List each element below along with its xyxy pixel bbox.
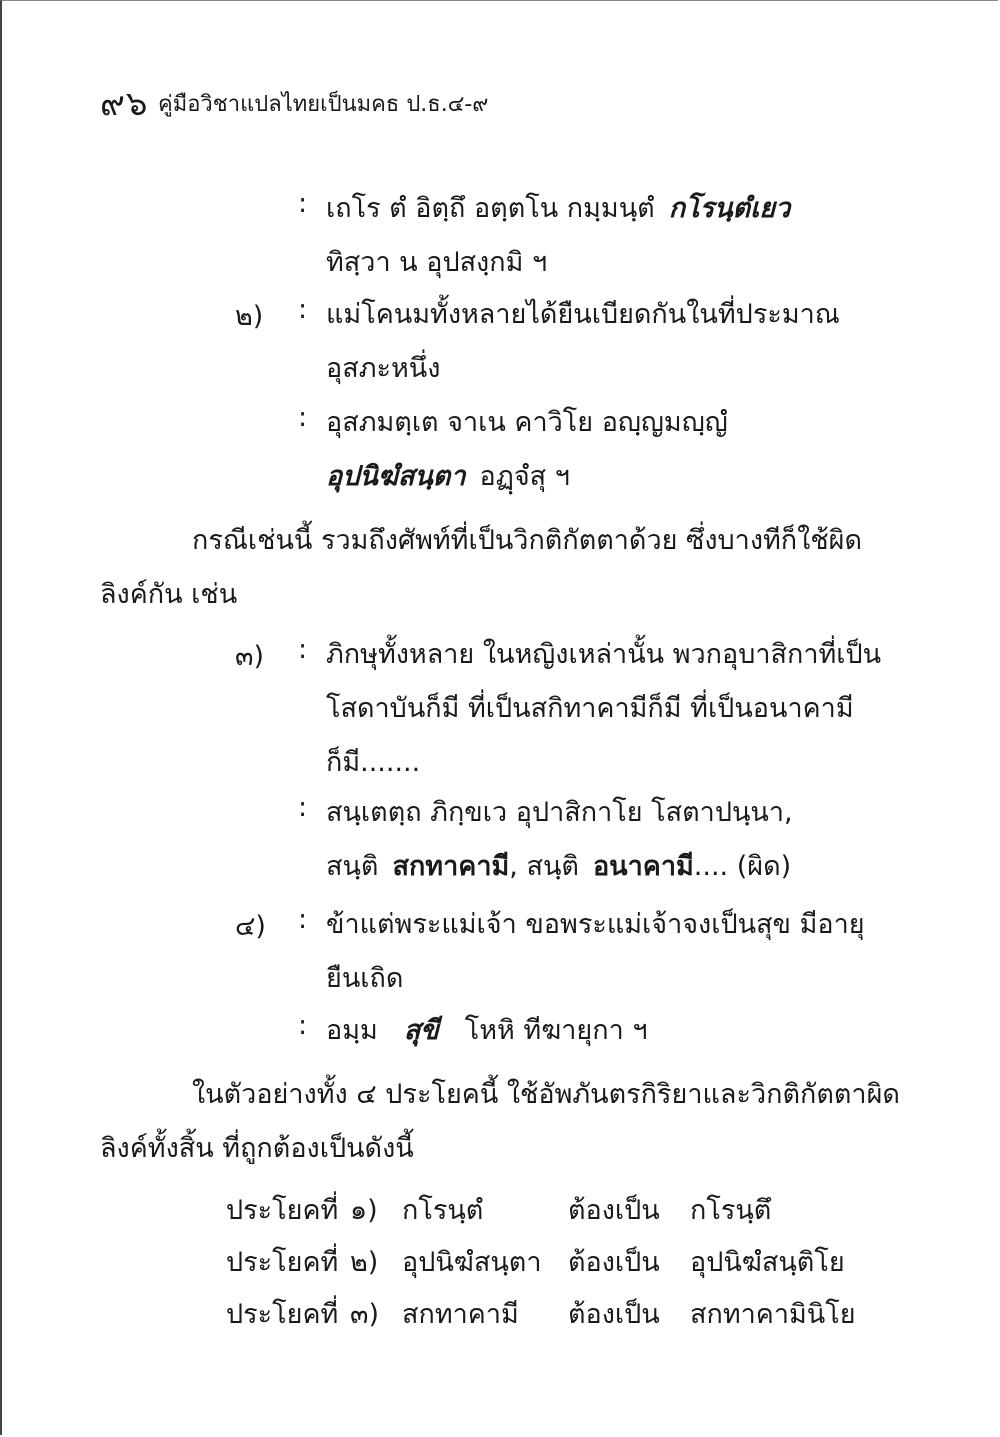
ex2-pali-line1: อุสภมตฺเต จาเน คาวิโย อญฺญมญฺญํ	[326, 407, 728, 438]
correction-right: กโรนฺตึ	[690, 1195, 772, 1226]
para2-line2: ลิงค์ทั้งสิ้น ที่ถูกต้องเป็นดังนี้	[100, 1133, 414, 1164]
ex3-pali-text: , สนฺติ	[509, 851, 579, 882]
ex3-pali-highlight: สกทาคามี	[392, 851, 510, 882]
ex2-pali-text: อฏฺจํสุ ฯ	[479, 461, 570, 492]
ex2-number: ๒)	[235, 301, 264, 332]
colon: :	[298, 1010, 308, 1041]
book-title: คู่มือวิชาแปลไทยเป็นมคธ ป.ธ.๔-๙	[158, 92, 489, 117]
ex4-thai-line2: ยืนเถิด	[326, 963, 404, 994]
ex3-thai-line3: ก็มี.......	[326, 747, 421, 778]
correction-number: ๑)	[350, 1195, 378, 1226]
ex4-pali-highlight: สุขี	[403, 1015, 439, 1046]
ex3-pali-highlight: อนาคามี	[592, 851, 694, 882]
ex2-pali-line2	[326, 454, 570, 497]
ex3-pali-line2	[326, 844, 791, 887]
correction-arrow: ต้องเป็น	[568, 1299, 660, 1330]
ex1-pali-line1	[326, 186, 790, 229]
ex3-thai-line1: ภิกษุทั้งหลาย ในหญิงเหล่านั้น พวกอุบาสิกาที่เป็น	[326, 639, 882, 670]
ex2-pali-highlight: อุปนิฆํสนฺตา	[326, 461, 466, 492]
ex1-pali-line2: ทิสฺวา น อุปสงฺกมิ ฯ	[326, 247, 548, 278]
ex3-number: ๓)	[235, 641, 264, 672]
correction-number: ๓)	[350, 1299, 379, 1330]
ex1-pali-text: เถโร ตํ อิตฺถึ อตฺตโน กมฺมนฺตํ	[326, 193, 655, 224]
ex2-thai-line2: อุสภะหนึ่ง	[326, 353, 441, 384]
para1-line2: ลิงค์กัน เช่น	[100, 579, 238, 610]
correction-label: ประโยคที่	[226, 1247, 339, 1278]
colon: :	[298, 188, 308, 219]
para2-line1: ในตัวอย่างทั้ง ๔ ประโยคนี้ ใช้อัพภันตรกิริยาและวิกติกัตตาผิด	[192, 1079, 900, 1110]
correction-wrong: อุปนิฆํสนฺตา	[402, 1247, 542, 1278]
colon: :	[298, 634, 308, 665]
ex4-thai-line1: ข้าแต่พระแม่เจ้า ขอพระแม่เจ้าจงเป็นสุข มีอายุ	[326, 909, 865, 940]
page-number: ๙๖	[100, 84, 149, 124]
colon: :	[298, 294, 308, 325]
ex2-thai-line1: แม่โคนมทั้งหลายได้ยืนเบียดกันในที่ประมาณ	[326, 299, 840, 330]
ex4-pali-text: โหหิ ทีฆายุกา ฯ	[464, 1015, 648, 1046]
correction-label: ประโยคที่	[226, 1299, 339, 1330]
correction-wrong: กโรนฺตํ	[402, 1195, 484, 1226]
para1-line1: กรณีเช่นนี้ รวมถึงศัพท์ที่เป็นวิกติกัตตาด้วย ซึ่งบางทีก็ใช้ผิด	[192, 525, 863, 556]
ex4-pali-line	[326, 1008, 648, 1051]
ex4-number: ๔)	[235, 911, 266, 942]
correction-arrow: ต้องเป็น	[568, 1247, 660, 1278]
colon: :	[298, 792, 308, 823]
colon: :	[298, 402, 308, 433]
correction-right: สกทาคามินิโย	[690, 1299, 856, 1330]
ex3-pali-line1: สนฺเตตฺถ ภิกฺขเว อุปาสิกาโย โสตาปนฺนา,	[326, 797, 793, 828]
ex3-thai-line2: โสดาบันก็มี ที่เป็นสกิทาคามีก็มี ที่เป็นอนาคามี	[326, 693, 854, 724]
correction-arrow: ต้องเป็น	[568, 1195, 660, 1226]
correction-right: อุปนิฆํสนฺติโย	[690, 1247, 845, 1278]
correction-number: ๒)	[350, 1247, 379, 1278]
ex3-pali-verdict: .... (ผิด)	[693, 851, 792, 882]
correction-wrong: สกทาคามี	[402, 1299, 519, 1330]
ex1-pali-highlight: กโรนฺตํเยว	[668, 193, 791, 224]
colon: :	[298, 904, 308, 935]
correction-label: ประโยคที่	[226, 1195, 339, 1226]
ex3-pali-text: สนฺติ	[326, 851, 379, 882]
ex4-pali-text: อมฺม	[326, 1015, 378, 1046]
